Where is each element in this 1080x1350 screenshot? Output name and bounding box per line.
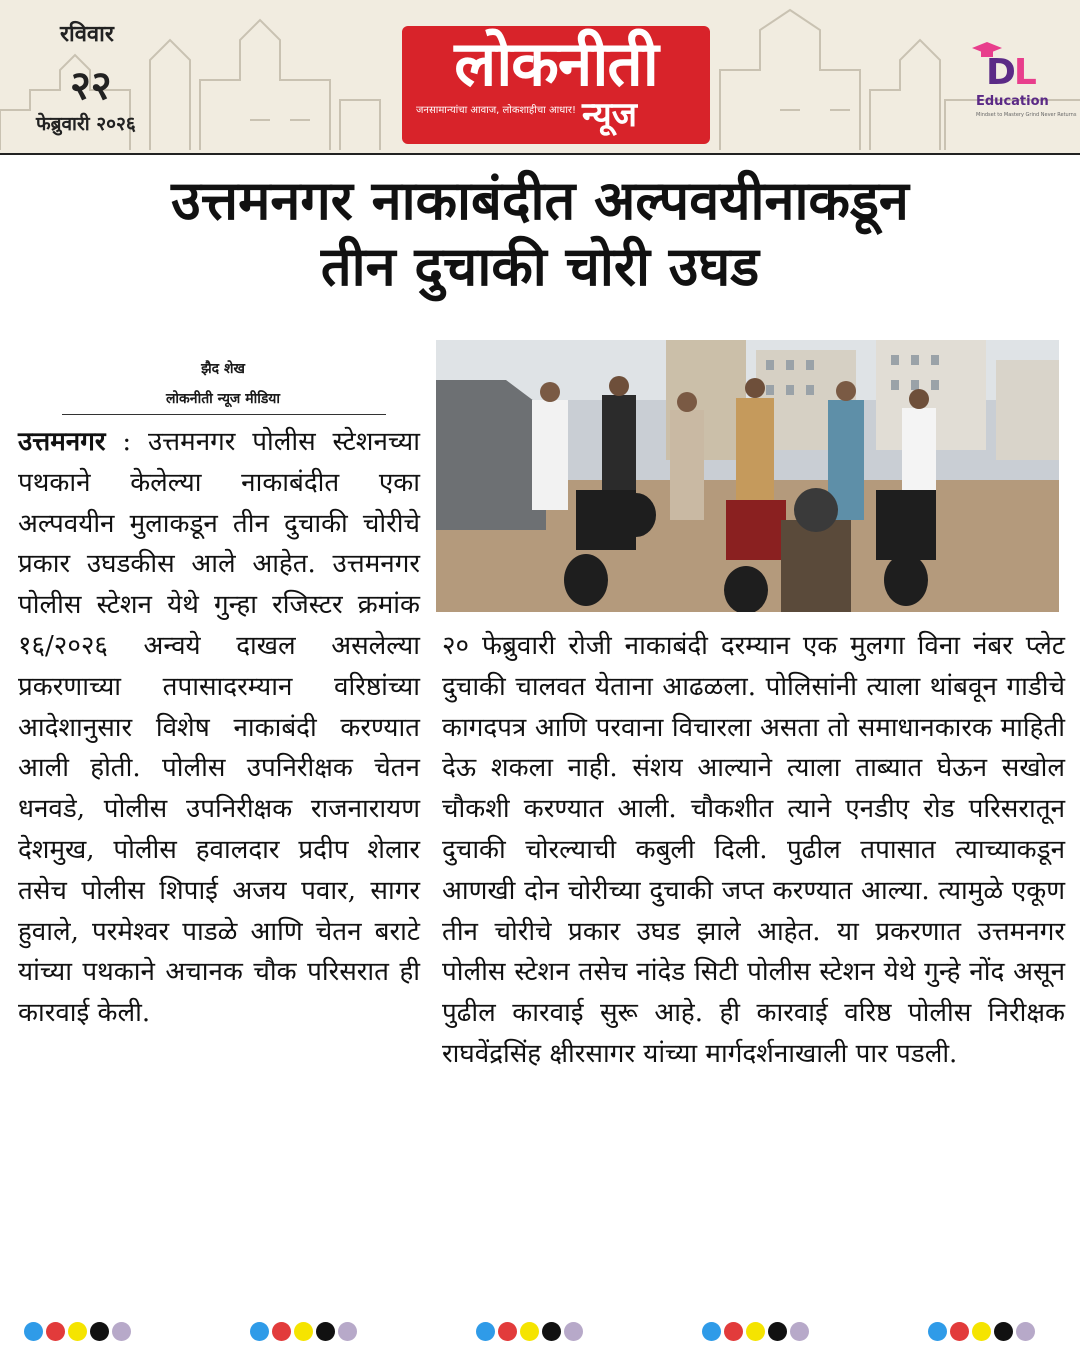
dot-black [768, 1322, 787, 1341]
dot-lavender [790, 1322, 809, 1341]
dot-lavender [564, 1322, 583, 1341]
article-body-left-text: : उत्तमनगर पोलीस स्टेशनच्या पथकाने केलेल्या नाकाबंदीत एका अल्पवयीन मुलाकडून तीन दुचाकी चोरीचे प्रकार उघडकीस आले आहेत. उत्तमनगर पोलीस स्टेशन येथे गुन्हा रजिस्टर क्रमांक १६/२०२६ अन्वये दाखल असलेल्या प्रकरणाच्या तपासादरम्यान वरिष्ठांच्या आदेशानुसार विशेष नाकाबंदी करण्यात आली होती. पोलीस उपनिरीक्षक चेतन धनवडे, पोलीस उपनिरीक्षक राजनारायण देशमुख, पोलीस हवालदार प्रदीप शेलार तसेच पोलीस शिपाई अजय पवार, सागर हुवाले, परमेश्वर पाडळे आणि चेतन बराटे यांच्या पथकाने अचानक चौक परिसरात ही कारवाई केली. [18, 427, 420, 1029]
headline-line-2: तीन दुचाकी चोरी उघड [320, 235, 760, 298]
loknitee-news-logo [402, 26, 710, 144]
byline [60, 358, 386, 410]
dot-blue [702, 1322, 721, 1341]
dot-blue [250, 1322, 269, 1341]
dot-lavender [338, 1322, 357, 1341]
headline-line-1: उत्तमनगर नाकाबंदीत अल्पवयीनाकडून [171, 169, 909, 232]
dot-yellow [972, 1322, 991, 1341]
issue-date-number: २२ [70, 63, 112, 109]
dot-yellow [294, 1322, 313, 1341]
dot-black [542, 1322, 561, 1341]
decorative-dots [24, 1322, 131, 1341]
logo-tagline: जनसामान्यांचा आवाज, लोकशाहीचा आधार! [416, 105, 577, 116]
dot-red [46, 1322, 65, 1341]
byline-name: झैद शेख [201, 361, 245, 377]
issue-month-year: फेब्रुवारी २०२६ [36, 113, 136, 135]
dot-blue [476, 1322, 495, 1341]
dot-red [498, 1322, 517, 1341]
dl-education-logo [968, 40, 1077, 120]
decorative-dots [250, 1322, 357, 1341]
issue-day: रविवार [60, 22, 114, 47]
article-body-left-column [18, 422, 420, 1034]
news-photo [436, 340, 1059, 612]
dot-blue [24, 1322, 43, 1341]
dot-black [994, 1322, 1013, 1341]
decorative-dots [702, 1322, 809, 1341]
dot-red [724, 1322, 743, 1341]
dot-red [272, 1322, 291, 1341]
dot-yellow [68, 1322, 87, 1341]
decorative-dots [476, 1322, 583, 1341]
decorative-dots [928, 1322, 1035, 1341]
byline-divider [62, 414, 386, 415]
dot-lavender [1016, 1322, 1035, 1341]
dl-letter-l: L [1013, 52, 1035, 93]
dot-red [950, 1322, 969, 1341]
article-body-right-column [442, 626, 1065, 1075]
logo-subtitle: न्यूज [582, 95, 637, 135]
dl-word: Education [976, 94, 1049, 109]
dot-blue [928, 1322, 947, 1341]
dot-black [316, 1322, 335, 1341]
article-headline [0, 168, 1080, 300]
byline-org: लोकनीती न्यूज मीडिया [165, 391, 281, 407]
dot-yellow [520, 1322, 539, 1341]
dl-tagline: Mindset to Mastery Grind Never Returns [976, 112, 1077, 118]
dot-lavender [112, 1322, 131, 1341]
article-body-right-text: २० फेब्रुवारी रोजी नाकाबंदी दरम्यान एक मुलगा विना नंबर प्लेट दुचाकी चालवत येताना आढळला. पोलिसांनी त्याला थांबवून गाडीचे कागदपत्र आणि परवाना विचारला असता तो समाधानकारक माहिती देऊ शकला नाही. संशय आल्याने त्याला ताब्यात घेऊन सखोल चौकशी करण्यात आली. चौकशीत त्याने एनडीए रोड परिसरातून दुचाकी चोरल्याची कबुली दिली. पुढील तपासात त्याच्याकडून आणखी दोन चोरीच्या दुचाकी जप्त करण्यात आल्या. त्यामुळे एकूण तीन चोरीचे प्रकार उघड झाले आहेत. या प्रकरणात उत्तमनगर पोलीस स्टेशन तसेच नांदेड सिटी पोलीस स्टेशन येथे गुन्हे नोंद असून पुढील कारवाई सुरू आहे. ही कारवाई वरिष्ठ पोलीस निरीक्षक राघवेंद्रसिंह क्षीरसागर यांच्या मार्गदर्शनाखाली पार पडली. [442, 631, 1065, 1069]
dl-letter-d: D [986, 52, 1014, 93]
dot-yellow [746, 1322, 765, 1341]
article-dateline: उत्तमनगर [18, 427, 106, 457]
logo-title: लोकनीती [454, 27, 658, 100]
header-divider [0, 153, 1080, 155]
masthead [0, 0, 1080, 155]
dot-black [90, 1322, 109, 1341]
